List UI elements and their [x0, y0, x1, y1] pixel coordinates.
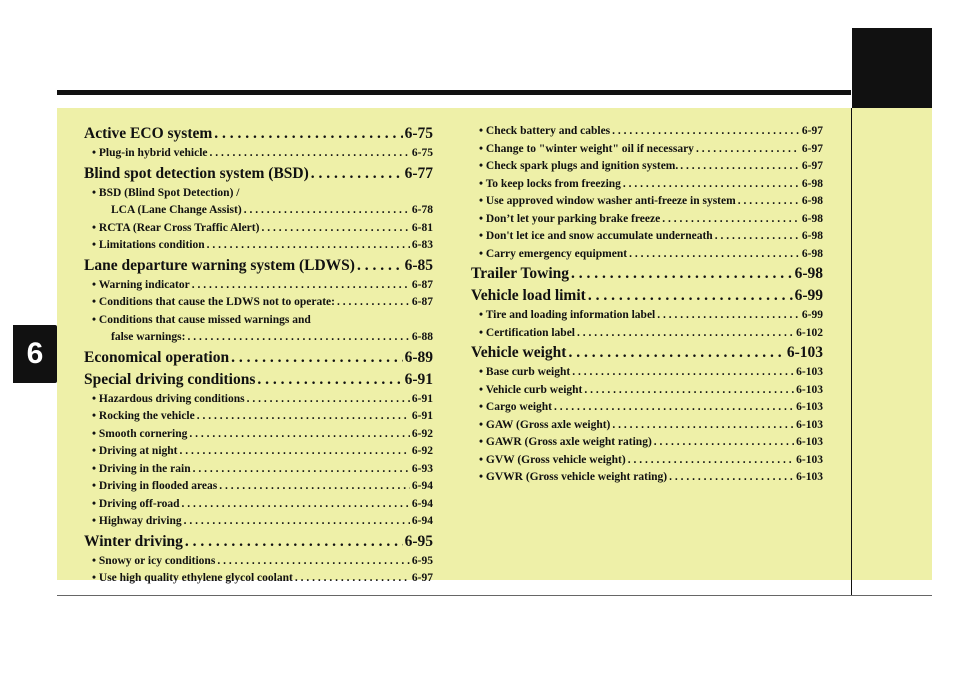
toc-entry-title: • Driving in flooded areas — [92, 480, 218, 492]
toc-entry-title: false warnings: — [111, 331, 186, 343]
toc-leader-dots — [244, 202, 410, 220]
toc-right-column — [471, 123, 823, 487]
toc-leader-dots — [623, 176, 800, 194]
toc-entry-title: • Change to "winter weight" oil if necessary — [479, 142, 694, 155]
toc-page-number: 6-77 — [404, 164, 433, 182]
toc-page-number: 6-92 — [411, 427, 433, 440]
toc-entry-title: • GVWR (Gross vehicle weight rating) — [479, 471, 668, 483]
toc-section-entry[interactable] — [84, 347, 433, 369]
toc-leader-dots — [588, 285, 793, 307]
toc-page-number: 6-98 — [801, 230, 823, 242]
toc-leader-dots — [584, 382, 794, 400]
toc-leader-dots — [184, 513, 410, 531]
toc-page-number: 6-75 — [404, 125, 433, 142]
toc-leader-dots — [669, 469, 794, 487]
toc-leader-dots — [295, 570, 410, 588]
toc-page-number: 6-95 — [411, 554, 433, 567]
toc-section-entry[interactable] — [84, 123, 433, 145]
toc-section-entry[interactable] — [84, 163, 433, 185]
margin-rule — [851, 108, 852, 596]
chapter-header-tab — [852, 28, 932, 108]
toc-entry-title: • Hazardous driving conditions — [92, 392, 245, 405]
toc-leader-dots — [696, 141, 800, 159]
toc-page-number: 6-98 — [801, 212, 823, 225]
toc-leader-dots — [738, 193, 800, 211]
toc-page-number: 6-88 — [411, 331, 433, 343]
toc-leader-dots — [680, 158, 800, 176]
toc-leader-dots — [357, 255, 403, 277]
toc-entry-title: • Driving in the rain — [92, 462, 191, 475]
toc-entry-title: • Rocking the vehicle — [92, 410, 195, 422]
toc-page-number: 6-98 — [794, 265, 823, 282]
toc-entry-title: • Carry emergency equipment — [479, 247, 628, 260]
toc-leader-dots — [261, 220, 409, 238]
toc-leader-dots — [180, 443, 410, 461]
toc-page-number: 6-85 — [404, 256, 433, 274]
toc-leader-dots — [628, 452, 794, 470]
toc-entry-title: • Highway driving — [92, 515, 182, 527]
toc-subentry[interactable] — [84, 478, 433, 496]
toc-subentry[interactable] — [471, 141, 823, 159]
toc-leader-dots — [214, 123, 402, 145]
toc-entry-title: • Tire and loading information label — [479, 309, 656, 321]
toc-page-number: 6-103 — [796, 418, 823, 431]
toc-page-number: 6-103 — [796, 401, 823, 413]
toc-entry-title: Special driving conditions — [84, 370, 256, 388]
toc-section-entry[interactable] — [84, 531, 433, 553]
toc-leader-dots — [192, 277, 410, 295]
toc-subentry[interactable] — [84, 312, 433, 330]
toc-page-number: 6-103 — [796, 436, 823, 448]
toc-entry-title: Blind spot detection system (BSD) — [84, 164, 309, 182]
toc-page-number: 6-91 — [411, 410, 433, 422]
toc-subentry[interactable] — [84, 408, 433, 426]
toc-page-number: 6-89 — [404, 348, 433, 366]
toc-subentry[interactable] — [471, 325, 823, 343]
toc-entry-title: • Conditions that cause the LDWS not to operate: — [92, 296, 335, 308]
toc-page-number: 6-98 — [801, 195, 823, 207]
toc-entry-title: • Driving at night — [92, 445, 178, 457]
toc-entry-title: Trailer Towing — [471, 265, 570, 282]
toc-entry-title: • Certification label — [479, 326, 576, 339]
toc-page-number: 6-94 — [411, 480, 433, 492]
toc-entry-title: Economical operation — [84, 348, 230, 366]
toc-page-number: 6-97 — [411, 572, 433, 584]
toc-leader-dots — [571, 263, 793, 285]
toc-subentry[interactable] — [84, 237, 433, 255]
toc-leader-dots — [654, 434, 794, 452]
toc-entry-title: Vehicle weight — [471, 344, 567, 361]
toc-page-number: 6-78 — [411, 204, 433, 216]
toc-page-number: 6-95 — [404, 532, 433, 550]
toc-leader-dots — [337, 294, 410, 312]
toc-page-number: 6-87 — [411, 296, 433, 308]
toc-subentry[interactable] — [471, 417, 823, 435]
toc-page-number: 6-99 — [794, 287, 823, 304]
toc-page-number: 6-98 — [801, 177, 823, 190]
toc-leader-dots — [257, 369, 402, 391]
toc-entry-title: Active ECO system — [84, 125, 213, 142]
toc-subentry[interactable] — [84, 426, 433, 444]
toc-section-entry[interactable] — [84, 369, 433, 391]
toc-page-number: 6-75 — [411, 147, 433, 159]
toc-leader-dots — [715, 228, 800, 246]
toc-page-number: 6-81 — [411, 221, 433, 234]
toc-leader-dots — [662, 211, 800, 229]
toc-leader-dots — [189, 426, 410, 444]
toc-leader-dots — [572, 364, 794, 382]
toc-entry-title: • Vehicle curb weight — [479, 383, 583, 396]
toc-leader-dots — [187, 329, 409, 347]
toc-leader-dots — [612, 123, 800, 141]
toc-section-entry[interactable] — [471, 263, 823, 285]
toc-page-number: 6-94 — [411, 497, 433, 510]
toc-page-number: 6-102 — [796, 326, 823, 339]
toc-subentry[interactable] — [471, 211, 823, 229]
toc-subentry[interactable] — [84, 570, 433, 588]
toc-subentry[interactable] — [84, 461, 433, 479]
toc-entry-title: • Use high quality ethylene glycol coolant — [92, 572, 293, 584]
toc-leader-dots — [193, 461, 410, 479]
toc-entry-title: • Snowy or icy conditions — [92, 554, 216, 567]
toc-subentry[interactable] — [84, 145, 433, 163]
toc-page-number: 6-99 — [801, 309, 823, 321]
toc-page-number: 6-103 — [796, 366, 823, 378]
toc-entry-title: • Base curb weight — [479, 366, 571, 378]
toc-leader-dots — [197, 408, 410, 426]
toc-page-number: 6-97 — [801, 160, 823, 172]
toc-entry-title: • To keep locks from freezing — [479, 177, 621, 190]
toc-page-number: 6-94 — [411, 515, 433, 527]
toc-entry-title: • Check battery and cables — [479, 125, 611, 137]
toc-section-entry[interactable] — [471, 342, 823, 364]
toc-entry-title: • Smooth cornering — [92, 427, 188, 440]
toc-page-number: 6-93 — [411, 462, 433, 475]
toc-entry-title: Winter driving — [84, 532, 183, 550]
toc-page-number: 6-91 — [404, 370, 433, 388]
toc-subentry[interactable] — [471, 246, 823, 264]
toc-subentry[interactable] — [84, 294, 433, 312]
toc-leader-dots — [568, 342, 784, 364]
toc-page-number: 6-91 — [411, 392, 433, 405]
toc-page-number: 6-103 — [796, 383, 823, 396]
toc-page-number: 6-87 — [411, 278, 433, 291]
toc-subentry[interactable] — [471, 123, 823, 141]
toc-subentry[interactable] — [471, 364, 823, 382]
toc-leader-dots — [577, 325, 794, 343]
toc-leader-dots — [182, 496, 410, 514]
toc-page-number: 6-97 — [801, 142, 823, 155]
toc-entry-title: • GAW (Gross axle weight) — [479, 418, 611, 431]
toc-subentry[interactable] — [471, 469, 823, 487]
toc-leader-dots — [657, 307, 800, 325]
toc-entry-title: • Don’t let your parking brake freeze — [479, 212, 661, 225]
toc-subentry[interactable] — [471, 434, 823, 452]
toc-leader-dots — [210, 145, 410, 163]
toc-subentry[interactable] — [471, 382, 823, 400]
toc-leader-dots — [629, 246, 800, 264]
toc-entry-title: • RCTA (Rear Cross Traffic Alert) — [92, 221, 260, 234]
toc-subentry[interactable] — [84, 202, 433, 220]
toc-section-entry[interactable] — [471, 285, 823, 307]
toc-page-number: 6-103 — [796, 471, 823, 483]
toc-entry-title: • GAWR (Gross axle weight rating) — [479, 436, 652, 448]
chapter-number-badge: 6 — [13, 325, 57, 383]
toc-entry-title: • Driving off-road — [92, 497, 180, 510]
toc-subentry[interactable] — [471, 193, 823, 211]
header-rule — [57, 90, 851, 95]
toc-leader-dots — [311, 163, 403, 185]
toc-subentry[interactable] — [471, 158, 823, 176]
toc-entry-title: • Cargo weight — [479, 401, 553, 413]
toc-entry-title: Vehicle load limit — [471, 287, 586, 304]
toc-subentry[interactable] — [84, 391, 433, 409]
toc-section-entry[interactable] — [84, 255, 433, 277]
toc-page-number: 6-83 — [411, 239, 433, 251]
toc-subentry[interactable] — [84, 185, 433, 203]
toc-leader-dots — [231, 347, 402, 369]
toc-subentry[interactable] — [84, 277, 433, 295]
toc-leader-dots — [554, 399, 794, 417]
toc-subentry[interactable] — [471, 228, 823, 246]
toc-entry-title: • Conditions that cause missed warnings and — [92, 313, 311, 326]
toc-subentry[interactable] — [84, 496, 433, 514]
toc-subentry[interactable] — [84, 513, 433, 531]
toc-subentry[interactable] — [84, 329, 433, 347]
toc-leader-dots — [247, 391, 410, 409]
toc-entry-title: • BSD (Blind Spot Detection) / — [92, 186, 240, 199]
toc-entry-title: • Limitations condition — [92, 239, 205, 251]
toc-leader-dots — [219, 478, 410, 496]
toc-leader-dots — [207, 237, 410, 255]
toc-leader-dots — [612, 417, 794, 435]
toc-entry-title: • Use approved window washer anti-freeze in system — [479, 195, 736, 207]
toc-subentry[interactable] — [471, 307, 823, 325]
toc-page-number: 6-92 — [411, 445, 433, 457]
toc-entry-title: • GVW (Gross vehicle weight) — [479, 453, 626, 466]
toc-subentry[interactable] — [471, 452, 823, 470]
toc-leader-dots — [185, 531, 403, 553]
toc-entry-title: Lane departure warning system (LDWS) — [84, 256, 355, 274]
toc-subentry[interactable] — [84, 553, 433, 571]
toc-page-number: 6-103 — [796, 453, 823, 466]
toc-entry-title: • Don't let ice and snow accumulate underneath — [479, 230, 713, 242]
footer-rule — [57, 595, 932, 596]
toc-subentry[interactable] — [471, 399, 823, 417]
toc-page-number: 6-98 — [801, 247, 823, 260]
toc-left-column — [84, 123, 433, 588]
toc-page-number: 6-97 — [801, 125, 823, 137]
toc-subentry[interactable] — [84, 220, 433, 238]
toc-entry-title: • Check spark plugs and ignition system. — [479, 160, 679, 172]
toc-entry-title: • Plug-in hybrid vehicle — [92, 147, 208, 159]
toc-entry-title: • Warning indicator — [92, 278, 190, 291]
toc-page-number: 6-103 — [786, 344, 823, 361]
toc-leader-dots — [217, 553, 410, 571]
toc-entry-title: LCA (Lane Change Assist) — [111, 204, 242, 216]
toc-subentry[interactable] — [84, 443, 433, 461]
toc-subentry[interactable] — [471, 176, 823, 194]
